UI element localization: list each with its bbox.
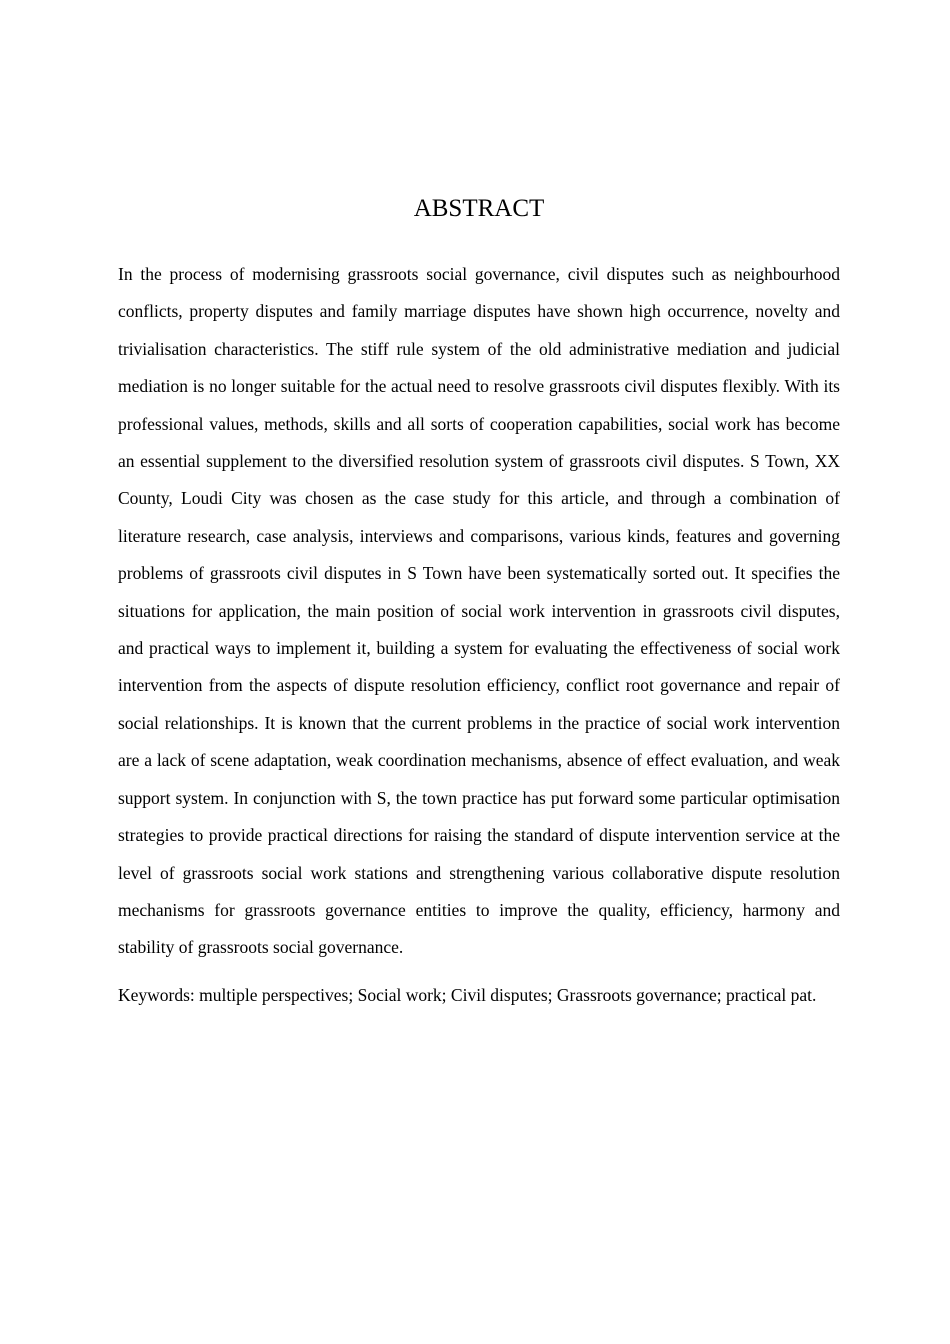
keywords-line: Keywords: multiple perspectives; Social work; Civil disputes; Grassroots governance; practical pat. xyxy=(118,984,817,1005)
abstract-heading: ABSTRACT xyxy=(413,195,545,222)
document-page xyxy=(118,190,840,1014)
abstract-paragraph: In the process of modernising grassroots social governance, civil disputes such as neighbourhood conflicts, property disputes and family marriage disputes have shown high occurrence, novelty and trivialisation characteristics. The stiff rule system of the old administrative mediation and judicial mediation is no longer suitable for the actual need to resolve grassroots civil disputes flexibly. With its professional values, methods, skills and all sorts of cooperation capabilities, social work has become an essential supplement to the diversified resolution system of grassroots civil disputes. S Town, XX County, Loudi City was chosen as the case study for this article, and through a combination of literature research, case analysis, interviews and comparisons, various kinds, features and governing problems of grassroots civil disputes in S Town have been systematically sorted out. It specifies the situations for application, the main position of social work intervention in grassroots civil disputes, and practical ways to implement it, building a system for evaluating the effectiveness of social work intervention from the aspects of dispute resolution efficiency, conflict root governance and repair of social relationships. It is known that the current problems in the practice of social work intervention are a lack of scene adaptation, weak coordination mechanisms, absence of effect evaluation, and weak support system. In conjunction with S, the town practice has put forward some particular optimisation strategies to provide practical directions for raising the standard of dispute intervention service at the level of grassroots social work stations and strengthening various collaborative dispute resolution mechanisms for grassroots governance entities to improve the quality, efficiency, harmony and stability of grassroots social governance. xyxy=(118,264,840,958)
